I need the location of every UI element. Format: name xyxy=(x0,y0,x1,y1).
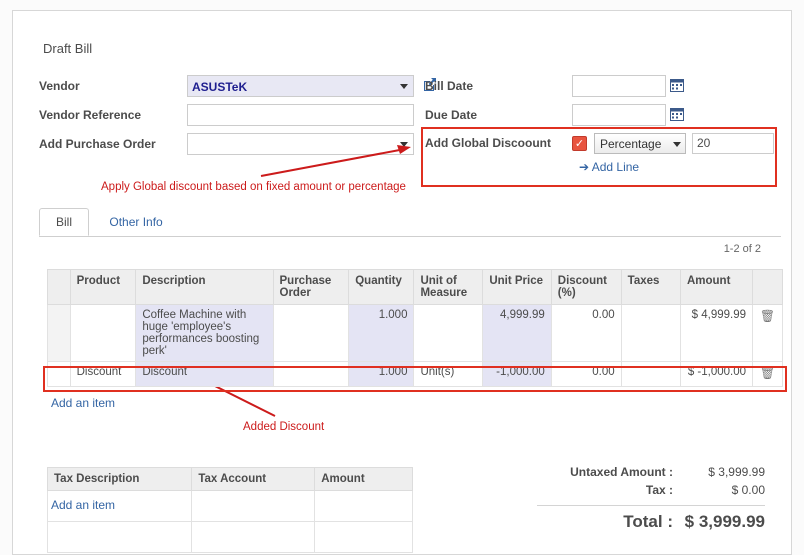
annotation-added-discount: Added Discount xyxy=(243,421,325,433)
tab-bar xyxy=(39,207,781,237)
field-vendor-reference xyxy=(39,102,414,128)
global-discount-label: Add Global Discoount xyxy=(425,136,551,150)
col-unit-of-measure: Unit of Measure xyxy=(414,270,483,305)
table-row[interactable] xyxy=(48,305,783,362)
cell-taxes[interactable] xyxy=(621,362,680,387)
calendar-icon[interactable] xyxy=(670,78,684,92)
tab-other-info[interactable]: Other Info xyxy=(109,215,163,229)
cell-delete[interactable] xyxy=(753,362,783,387)
col-unit-price: Unit Price xyxy=(483,270,551,305)
calendar-icon[interactable] xyxy=(670,107,684,121)
tab-bill[interactable]: Bill xyxy=(39,208,89,236)
arrow-right-icon: ➔ xyxy=(579,160,590,174)
cell-unit-price[interactable]: 4,999.99 xyxy=(483,305,551,362)
col-tax-amount: Amount xyxy=(315,468,413,491)
cell-product[interactable]: Discount xyxy=(70,362,136,387)
cell-amount: $ -1,000.00 xyxy=(680,362,752,387)
field-bill-date xyxy=(425,73,785,99)
annotation-global-discount: Apply Global discount based on fixed amount or percentage xyxy=(101,181,406,193)
bill-date-input[interactable] xyxy=(572,75,666,97)
page-title: Draft Bill xyxy=(43,41,93,56)
cell-discount[interactable]: 0.00 xyxy=(551,305,621,362)
col-delete xyxy=(753,270,783,305)
vendor-label: Vendor xyxy=(39,79,80,93)
cell-product[interactable] xyxy=(70,305,136,362)
col-quantity: Quantity xyxy=(349,270,414,305)
tax-header-row xyxy=(48,468,413,491)
col-description: Description xyxy=(136,270,273,305)
add-purchase-order-select[interactable] xyxy=(187,133,414,155)
row-handle[interactable] xyxy=(48,362,71,387)
cell-description[interactable]: Coffee Machine with huge 'employee's performances boosting perk' xyxy=(136,305,273,362)
add-purchase-order-label: Add Purchase Order xyxy=(39,137,156,151)
cell-unit-price[interactable]: -1,000.00 xyxy=(483,362,551,387)
trash-icon[interactable]: 🗑 xyxy=(759,309,776,323)
form-right-column xyxy=(425,73,785,131)
due-date-label: Due Date xyxy=(425,108,478,122)
cell-empty xyxy=(48,522,192,553)
cell-description[interactable]: Discount xyxy=(136,362,273,387)
global-discount-checkbox[interactable]: ✓ xyxy=(572,136,587,151)
total-label: Total : xyxy=(623,512,673,531)
cell-unit-of-measure[interactable]: Unit(s) xyxy=(414,362,483,387)
global-discount-type-value: Percentage xyxy=(600,136,662,151)
cell-empty xyxy=(315,522,413,553)
add-tax-item-button[interactable]: Add an item xyxy=(51,498,116,512)
vendor-reference-label: Vendor Reference xyxy=(39,108,142,122)
cell-taxes[interactable] xyxy=(621,305,680,362)
cell-unit-of-measure[interactable] xyxy=(414,305,483,362)
form-left-column xyxy=(39,73,414,160)
totals-panel xyxy=(445,463,765,534)
global-discount-row xyxy=(425,131,775,155)
global-discount-section xyxy=(425,131,775,174)
col-tax-account: Tax Account xyxy=(192,468,315,491)
cell-quantity[interactable]: 1.000 xyxy=(349,362,414,387)
global-discount-type-select[interactable] xyxy=(594,133,686,154)
totals-divider xyxy=(537,505,765,506)
cell-purchase-order[interactable] xyxy=(273,362,349,387)
cell-discount[interactable]: 0.00 xyxy=(551,362,621,387)
due-date-input[interactable] xyxy=(572,104,666,126)
col-amount: Amount xyxy=(680,270,752,305)
row-handle[interactable] xyxy=(48,305,71,362)
cell-empty xyxy=(315,491,413,522)
col-handle xyxy=(48,270,71,305)
table-header-row xyxy=(48,270,783,305)
col-taxes: Taxes xyxy=(621,270,680,305)
cell-amount: $ 4,999.99 xyxy=(680,305,752,362)
col-purchase-order: Purchase Order xyxy=(273,270,349,305)
invoice-lines-table xyxy=(47,269,783,387)
field-due-date xyxy=(425,102,785,128)
form-sheet xyxy=(12,10,792,555)
chevron-down-icon xyxy=(400,84,408,89)
add-line-item-button[interactable]: Add an item xyxy=(51,396,116,410)
vendor-value: ASUSTeK xyxy=(192,80,248,94)
tax-empty-row xyxy=(48,522,413,553)
vendor-reference-input[interactable] xyxy=(187,104,414,126)
chevron-down-icon xyxy=(400,142,408,147)
cell-quantity[interactable]: 1.000 xyxy=(349,305,414,362)
global-discount-amount-input[interactable] xyxy=(692,133,774,154)
cell-empty xyxy=(192,522,315,553)
col-discount: Discount (%) xyxy=(551,270,621,305)
field-add-purchase-order xyxy=(39,131,414,157)
tax-label: Tax : xyxy=(645,483,673,497)
chevron-down-icon xyxy=(673,142,681,147)
col-product: Product xyxy=(70,270,136,305)
cell-purchase-order[interactable] xyxy=(273,305,349,362)
tax-value: $ 0.00 xyxy=(731,483,765,497)
untaxed-amount-row xyxy=(445,463,765,481)
cell-delete[interactable] xyxy=(753,305,783,362)
tax-row xyxy=(445,481,765,499)
add-line-button[interactable] xyxy=(579,160,775,174)
field-vendor xyxy=(39,73,414,99)
untaxed-amount-label: Untaxed Amount : xyxy=(570,465,673,479)
total-value: $ 3,999.99 xyxy=(684,512,765,531)
vendor-select[interactable] xyxy=(187,75,414,97)
trash-icon[interactable]: 🗑 xyxy=(759,366,776,380)
bill-date-label: Bill Date xyxy=(425,79,474,93)
total-row xyxy=(445,510,765,534)
untaxed-amount-value: $ 3,999.99 xyxy=(708,465,765,479)
record-pager: 1-2 of 2 xyxy=(723,243,761,255)
add-line-label: Add Line xyxy=(591,160,640,174)
cell-empty xyxy=(192,491,315,522)
table-row[interactable] xyxy=(48,362,783,387)
col-tax-description: Tax Description xyxy=(48,468,192,491)
